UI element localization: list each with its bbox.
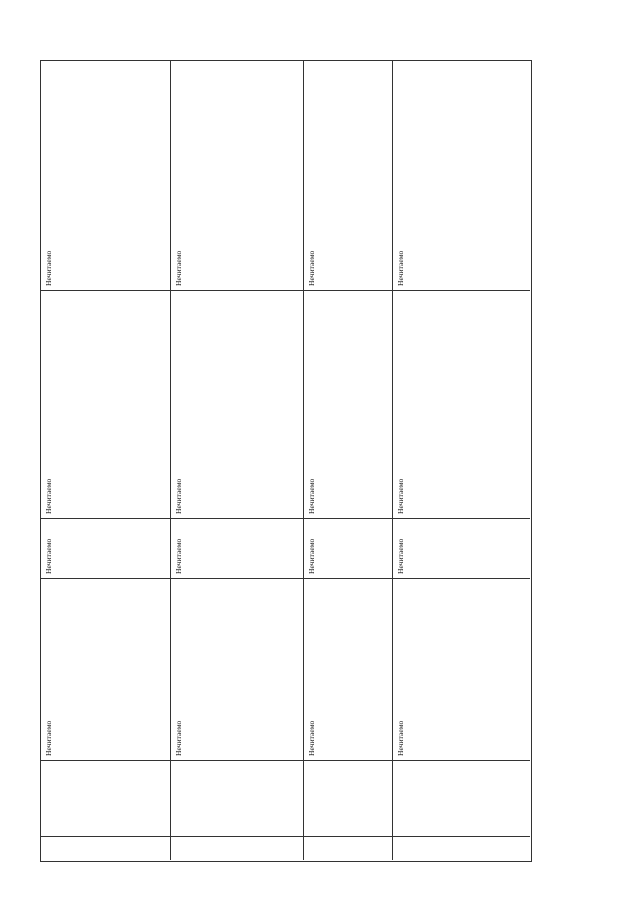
table-line xyxy=(40,836,530,837)
location-cell xyxy=(172,580,301,758)
table-line xyxy=(40,578,530,579)
doc-text: Нечитаемо xyxy=(174,538,183,574)
emergency-text: Нечитаемо xyxy=(44,250,53,286)
doc-text: Нечитаемо xyxy=(396,538,405,574)
tech-text: Нечитаемо xyxy=(44,478,53,514)
table-line xyxy=(303,60,304,860)
emergency-text: Нечитаемо xyxy=(174,250,183,286)
doc-text: Нечитаемо xyxy=(44,538,53,574)
tech-text: Нечитаемо xyxy=(307,478,316,514)
table-line xyxy=(40,760,530,761)
tech-cell xyxy=(172,292,301,516)
table-line xyxy=(40,290,530,291)
emergency-cell xyxy=(305,62,390,288)
location-text: Нечитаемо xyxy=(174,720,183,756)
location-text: Нечитаемо xyxy=(307,720,316,756)
doc-cell xyxy=(394,520,528,576)
doc-text: Нечитаемо xyxy=(307,538,316,574)
location-text: Нечитаемо xyxy=(396,720,405,756)
location-cell xyxy=(305,580,390,758)
tech-cell xyxy=(42,292,168,516)
tech-cell xyxy=(305,292,390,516)
location-cell xyxy=(42,580,168,758)
doc-cell xyxy=(42,520,168,576)
tech-cell xyxy=(394,292,528,516)
doc-cell xyxy=(305,520,390,576)
table-line xyxy=(40,518,530,519)
table-line xyxy=(170,60,171,860)
emergency-text: Нечитаемо xyxy=(396,250,405,286)
tech-text: Нечитаемо xyxy=(174,478,183,514)
emergency-cell xyxy=(42,62,168,288)
location-cell xyxy=(394,580,528,758)
tech-text: Нечитаемо xyxy=(396,478,405,514)
emergency-cell xyxy=(172,62,301,288)
doc-cell xyxy=(172,520,301,576)
table-line xyxy=(392,60,393,860)
emergency-text: Нечитаемо xyxy=(307,250,316,286)
emergency-cell xyxy=(394,62,528,288)
location-text: Нечитаемо xyxy=(44,720,53,756)
